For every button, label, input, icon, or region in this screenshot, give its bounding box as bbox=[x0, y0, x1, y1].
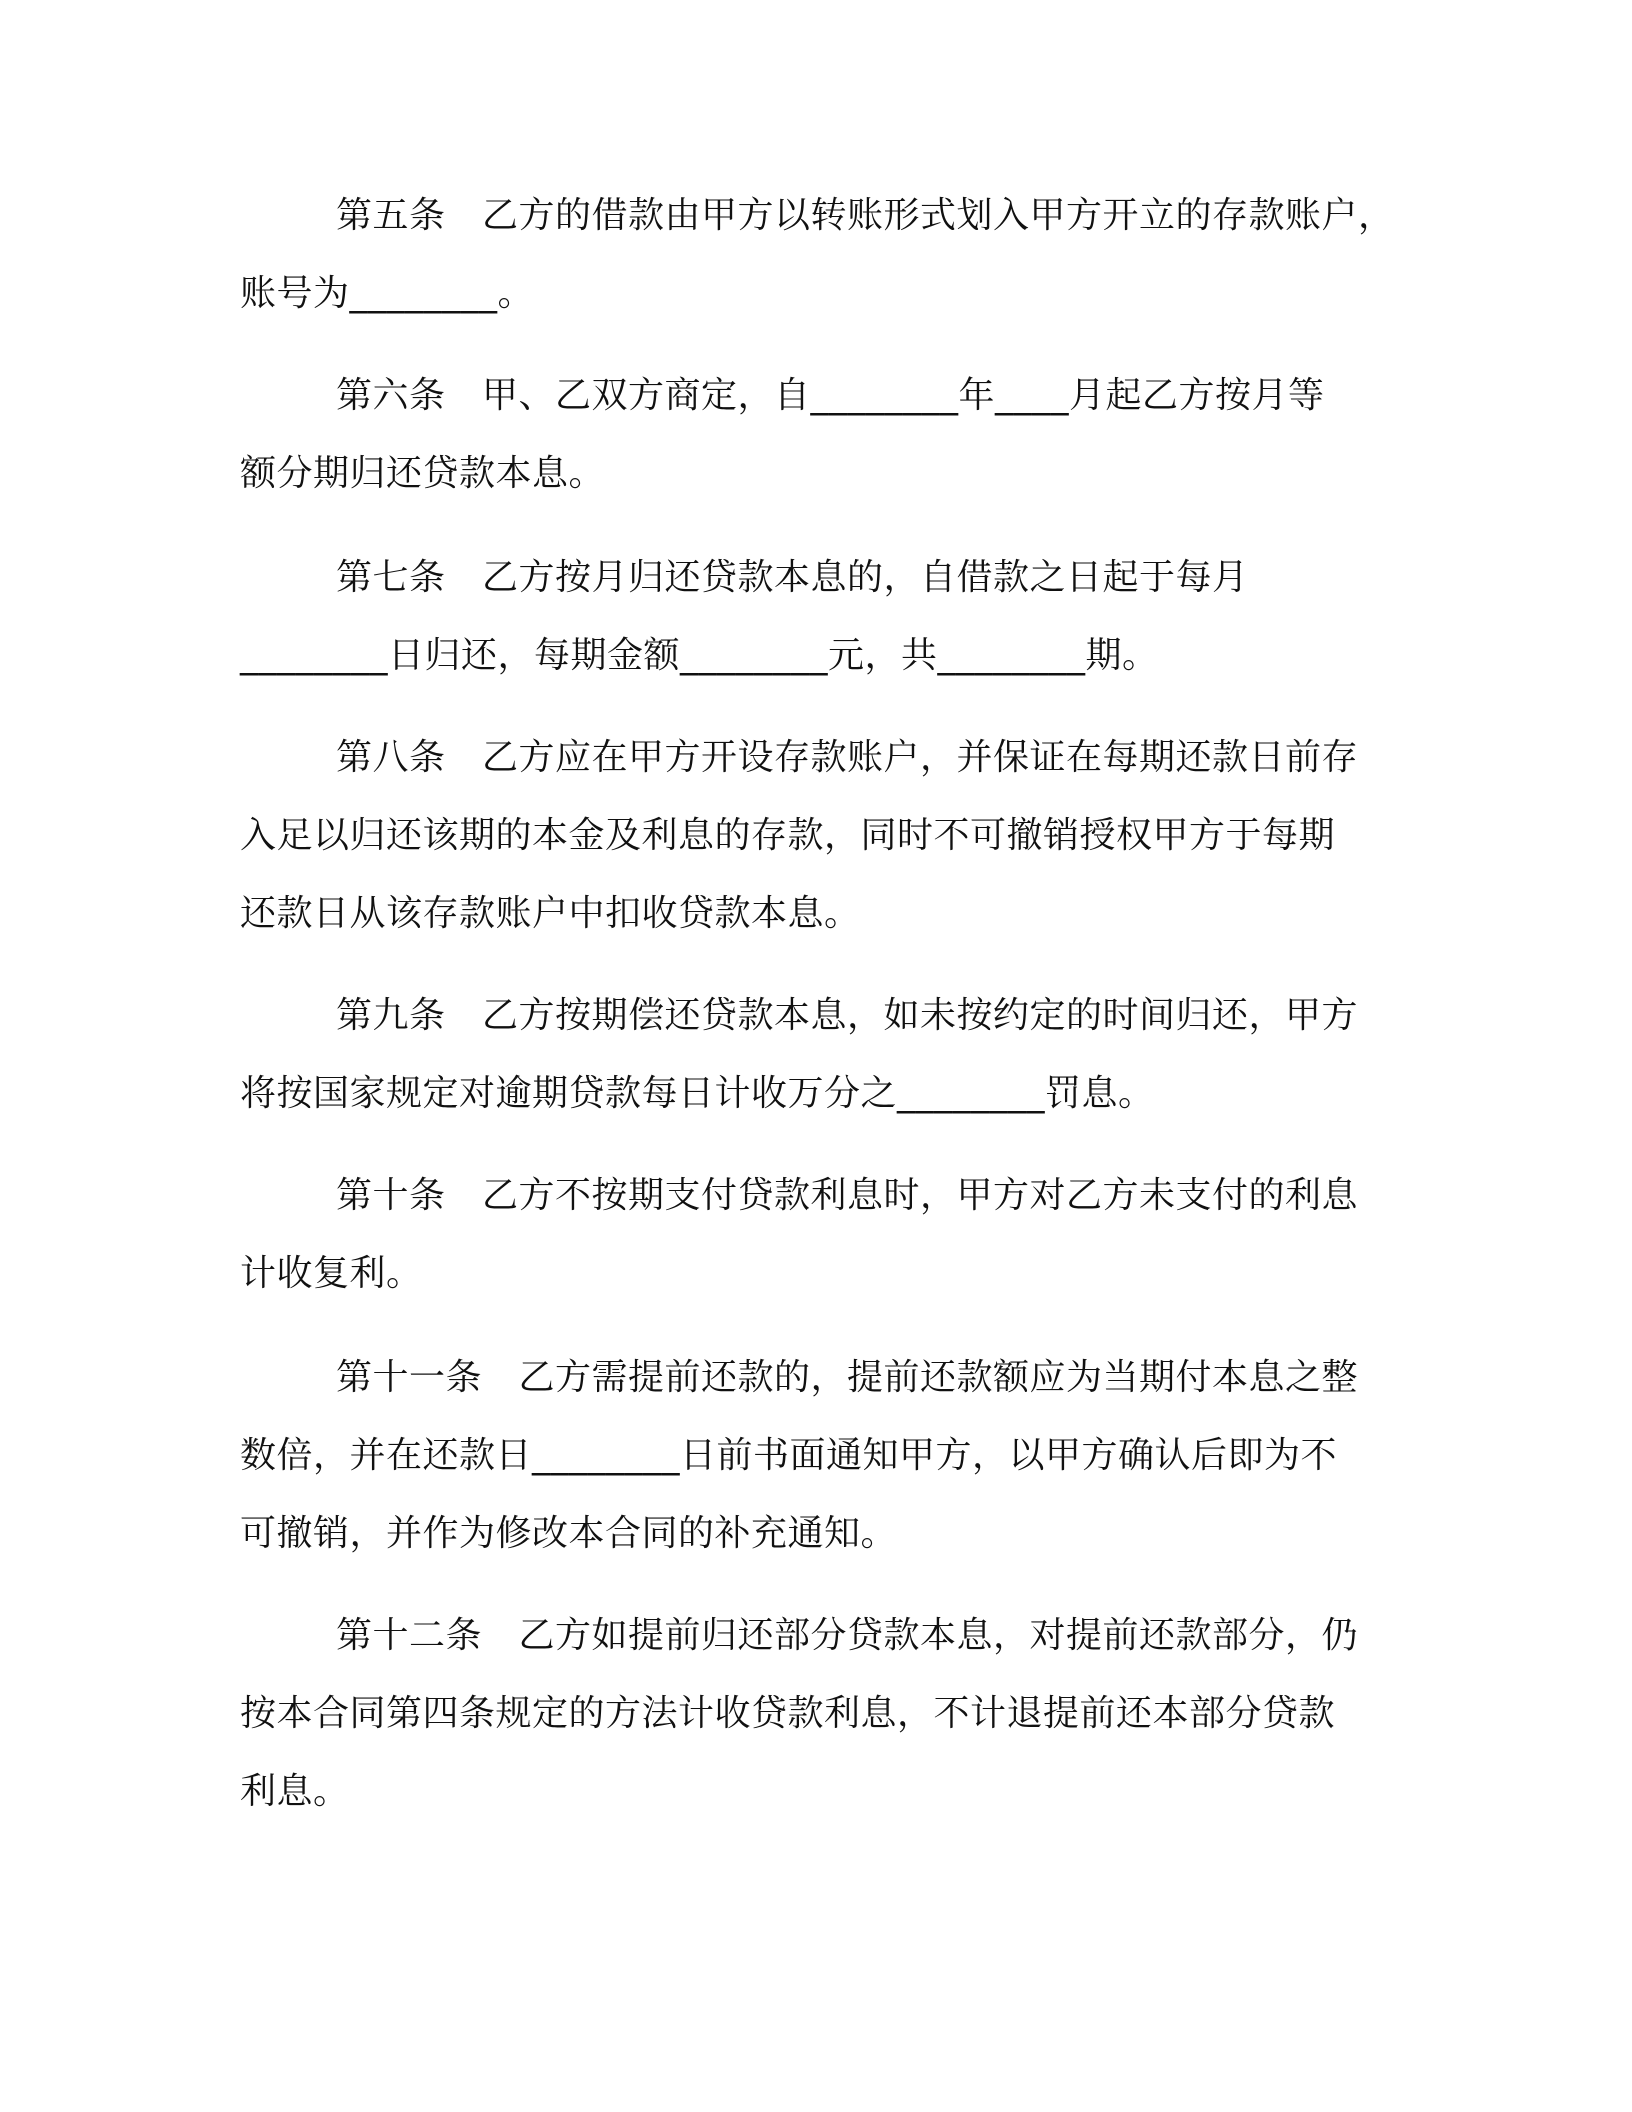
article-9-line-1: 第九条 乙方按期偿还贷款本息，如未按约定的时间归还，甲方 bbox=[336, 995, 1359, 1036]
article-8-line-1: 第八条 乙方应在甲方开设存款账户，并保证在每期还款日前存 bbox=[336, 737, 1359, 778]
article-10-line-2: 计收复利。 bbox=[240, 1253, 423, 1294]
article-7-line-2: ________日归还，每期金额________元，共________期。 bbox=[240, 635, 1159, 676]
article-9-line-2: 将按国家规定对逾期贷款每日计收万分之________罚息。 bbox=[240, 1073, 1155, 1114]
article-7-line-1: 第七条 乙方按月归还贷款本息的，自借款之日起于每月 bbox=[336, 557, 1249, 598]
article-6-line-1: 第六条 甲、乙双方商定，自________年____月起乙方按月等 bbox=[336, 375, 1325, 416]
article-12-line-3: 利息。 bbox=[240, 1771, 350, 1812]
article-12-line-2: 按本合同第四条规定的方法计收贷款利息，不计退提前还本部分贷款 bbox=[240, 1693, 1336, 1734]
article-5-line-2: 账号为________。 bbox=[240, 273, 535, 314]
article-10-line-1: 第十条 乙方不按期支付贷款利息时，甲方对乙方未支付的利息 bbox=[336, 1175, 1359, 1216]
article-5-line-1: 第五条 乙方的借款由甲方以转账形式划入甲方开立的存款账户， bbox=[336, 195, 1395, 236]
article-11-line-3: 可撤销，并作为修改本合同的补充通知。 bbox=[240, 1513, 898, 1554]
article-11-line-2: 数倍，并在还款日________日前书面通知甲方，以甲方确认后即为不 bbox=[240, 1435, 1338, 1476]
article-12-line-1: 第十二条 乙方如提前归还部分贷款本息，对提前还款部分，仍 bbox=[336, 1615, 1359, 1656]
article-6-line-2: 额分期归还贷款本息。 bbox=[240, 453, 606, 494]
article-8-line-3: 还款日从该存款账户中扣收贷款本息。 bbox=[240, 893, 861, 934]
article-8-line-2: 入足以归还该期的本金及利息的存款，同时不可撤销授权甲方于每期 bbox=[240, 815, 1336, 856]
article-11-line-1: 第十一条 乙方需提前还款的，提前还款额应为当期付本息之整 bbox=[336, 1357, 1359, 1398]
